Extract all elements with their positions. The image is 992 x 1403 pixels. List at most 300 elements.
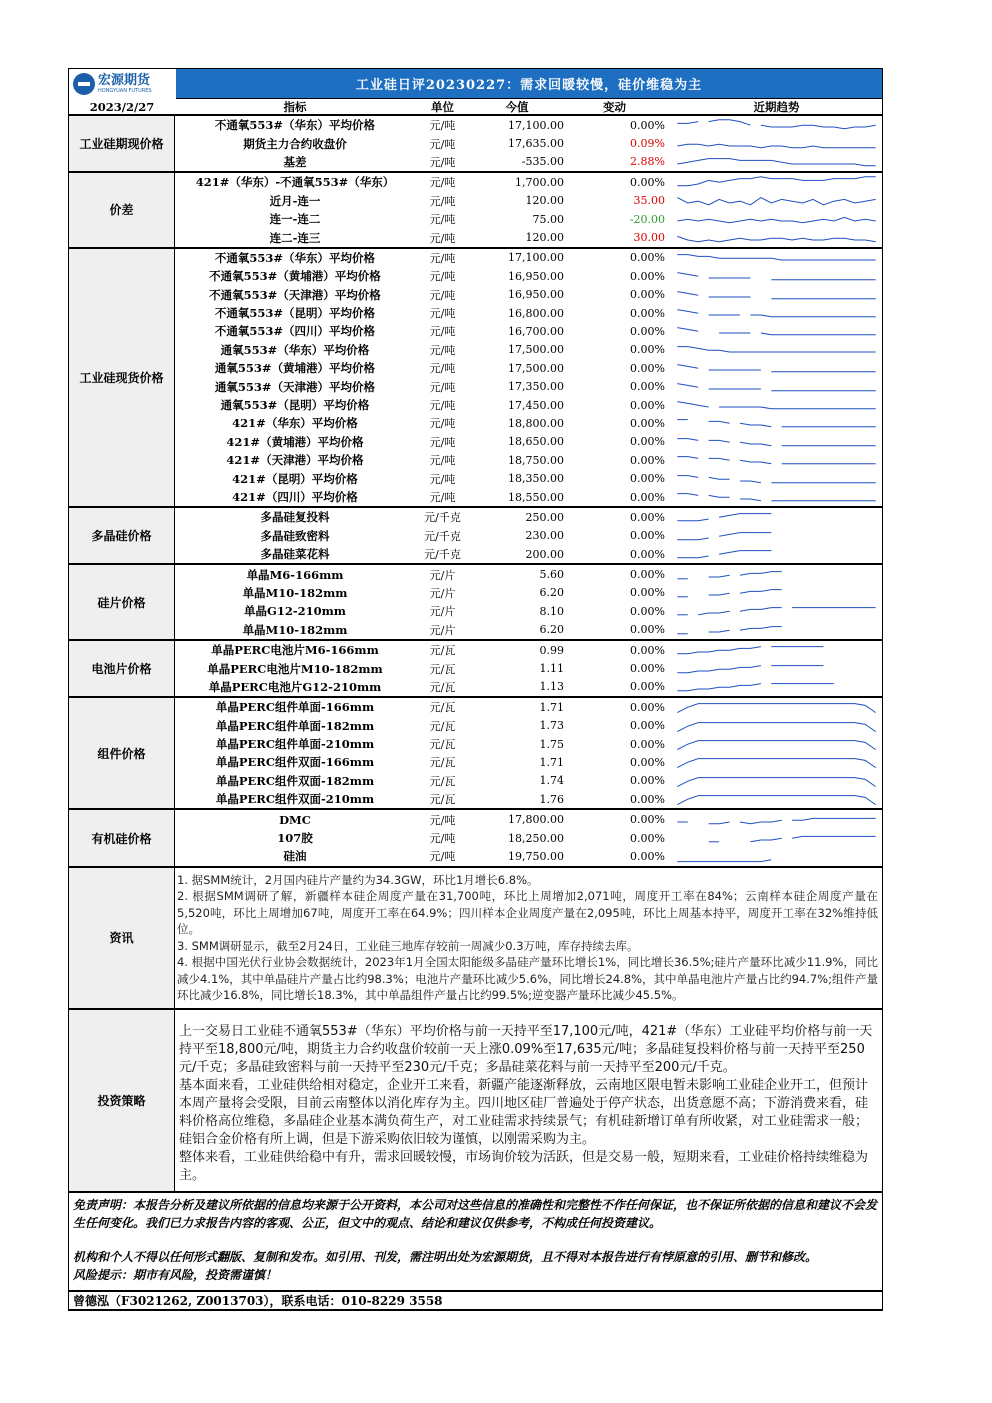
- change-cell: 0.00%: [630, 288, 665, 302]
- table-row: [175, 286, 882, 304]
- strategy-paragraph: 上一交易日工业硅不通氧553#（华东）平均价格与前一天持平至17,100元/吨，421#（华东）工业硅平均价格与前一天持平至18,800元/吨，期货主力合约收盘价较前一天上涨0.09%至17,635元/吨；多晶硅复投料价格与前一天持平至250元/千克；多晶硅致密料与前一天持平至230元/千克；多晶硅菜花料与前一天持平至200元/千克。: [179, 1023, 873, 1075]
- sparkline: [671, 322, 882, 340]
- news-section: [68, 868, 883, 1010]
- indicator-name: 单晶PERC电池片G12-210mm: [208, 679, 382, 694]
- sparkline-chart: [671, 621, 882, 639]
- value-cell: 17,100.00: [508, 118, 564, 132]
- sparkline-chart: [671, 433, 882, 451]
- sparkline-series: [677, 684, 761, 691]
- table-row: [175, 621, 882, 639]
- sparkline-chart: [671, 359, 882, 377]
- unit-cell: 元/吨: [429, 399, 456, 413]
- logo-cn: 宏源期货: [98, 73, 151, 88]
- indicator-name: 不通氧553#（华东）平均价格: [214, 118, 376, 133]
- sparkline: [671, 267, 882, 285]
- value-cell: 0.99: [539, 643, 564, 657]
- sparkline-chart: [671, 566, 882, 584]
- table-row: [175, 488, 882, 506]
- indicator-name: 连一-连二: [269, 212, 321, 227]
- unit-cell: 元/片: [429, 586, 456, 600]
- sparkline: [671, 641, 882, 659]
- indicator-name: 单晶M10-182mm: [242, 622, 348, 637]
- price-section: [68, 116, 883, 173]
- change-cell: 0.00%: [630, 435, 665, 449]
- sparkline-series: [677, 255, 875, 260]
- sparkline: [671, 811, 882, 829]
- sparkline-series: [761, 333, 876, 335]
- table-row: [175, 304, 882, 322]
- section-label: 价差: [69, 173, 175, 247]
- unit-cell: 元/吨: [429, 362, 456, 376]
- section-label: 工业硅期现价格: [69, 116, 175, 171]
- table-row: [175, 451, 882, 469]
- change-cell: 0.00%: [630, 623, 665, 637]
- section-rows: [175, 641, 882, 696]
- sparkline-series: [709, 630, 730, 632]
- value-cell: 1.71: [539, 755, 564, 769]
- value-cell: 18,650.00: [508, 435, 564, 449]
- report-sheet: [68, 68, 883, 1311]
- sparkline: [671, 717, 882, 735]
- value-cell: 1.76: [539, 792, 564, 806]
- table-row: [175, 698, 882, 716]
- table-row: [175, 116, 882, 134]
- change-cell: 0.00%: [630, 568, 665, 582]
- sparkline-series: [709, 575, 730, 577]
- sparkline-series: [792, 818, 876, 820]
- value-cell: 17,800.00: [508, 813, 564, 827]
- section-label: 硅片价格: [69, 565, 175, 639]
- value-cell: 120.00: [525, 194, 564, 208]
- sparkline: [671, 621, 882, 639]
- price-section: [68, 698, 883, 810]
- unit-cell: 元/瓦: [429, 738, 456, 752]
- sparkline-series: [750, 315, 875, 317]
- sparkline-chart: [671, 790, 882, 808]
- sparkline: [671, 753, 882, 771]
- table-row: [175, 810, 882, 828]
- change-cell: 0.00%: [630, 398, 665, 412]
- sparkline-chart: [671, 584, 882, 602]
- sparkline-series: [677, 796, 875, 805]
- value-cell: 17,500.00: [508, 361, 564, 375]
- sparkline: [671, 304, 882, 322]
- change-cell: 0.00%: [630, 269, 665, 283]
- risk-warning: 风险提示：期市有风险，投资需谨慎！: [73, 1267, 278, 1282]
- sparkline-series: [719, 551, 771, 555]
- sparkline-series: [740, 571, 782, 575]
- unit-cell: 元/吨: [429, 251, 456, 265]
- section-label: 工业硅现货价格: [69, 249, 175, 506]
- unit-cell: 元/吨: [429, 380, 456, 394]
- section-rows: [175, 508, 882, 563]
- change-cell: 0.00%: [630, 643, 665, 657]
- value-cell: 16,950.00: [508, 269, 564, 283]
- value-cell: 17,635.00: [508, 137, 564, 151]
- news-item: 4. 根据中国光伏行业协会数据统计，2023年1月全国太阳能级多晶硅产量环比增长1%，同比增长36.5%;硅片产量环比减少11.9%，同比减少4.1%，其中单晶硅片产量占比约98.3%；电池片产量环比减少5.6%，同比增长24.8%，其中单晶电池片产量占比约94.7%;组件产量环比减少16.8%，同比增长18.3%，其中单晶组件产量占比约99.5%;逆变器产量环比减少45.5%。: [177, 955, 878, 1003]
- indicator-name: 多晶硅致密料: [260, 528, 330, 543]
- sparkline-series: [677, 291, 698, 295]
- value-cell: 1.11: [539, 662, 564, 676]
- table-row: [175, 829, 882, 847]
- change-cell: 2.88%: [630, 155, 665, 169]
- value-cell: 1.13: [539, 680, 564, 694]
- indicator-name: 不通氧553#（四川）平均价格: [214, 324, 376, 339]
- unit-cell: 元/瓦: [429, 719, 456, 733]
- sparkline-series: [709, 459, 730, 461]
- sparkline-series: [677, 647, 761, 654]
- table-row: [175, 153, 882, 171]
- sparkline-series: [740, 608, 782, 612]
- table-row: [175, 377, 882, 395]
- price-section: [68, 641, 883, 698]
- price-section: [68, 173, 883, 249]
- sparkline-series: [677, 519, 708, 521]
- sparkline-series: [677, 556, 708, 558]
- sparkline-chart: [671, 414, 882, 432]
- unit-cell: 元/吨: [429, 307, 456, 321]
- sparkline: [671, 359, 882, 377]
- change-cell: 0.00%: [630, 774, 665, 788]
- indicator-name: 107胶: [277, 831, 313, 846]
- change-cell: 0.00%: [630, 472, 665, 486]
- col-indicator: 指标: [283, 99, 307, 114]
- sparkline-chart: [671, 527, 882, 545]
- sparkline: [671, 488, 882, 506]
- change-cell: 0.00%: [630, 324, 665, 338]
- sparkline-chart: [671, 829, 882, 847]
- value-cell: 16,950.00: [508, 288, 564, 302]
- change-cell: 0.00%: [630, 680, 665, 694]
- value-cell: 16,800.00: [508, 306, 564, 320]
- value-cell: 17,450.00: [508, 398, 564, 412]
- strategy-label: 投资策略: [69, 1010, 175, 1191]
- change-cell: 0.00%: [630, 416, 665, 430]
- table-row: [175, 414, 882, 432]
- sparkline-series: [709, 822, 730, 824]
- unit-cell: 元/吨: [429, 137, 456, 151]
- value-cell: 18,350.00: [508, 472, 564, 486]
- indicator-name: 多晶硅复投料: [260, 510, 330, 525]
- indicator-name: 单晶G12-210mm: [244, 604, 346, 619]
- unit-cell: 元/千克: [424, 511, 461, 525]
- change-cell: 0.00%: [630, 118, 665, 132]
- sparkline-chart: [671, 153, 882, 171]
- sparkline: [671, 249, 882, 267]
- unit-cell: 元/吨: [429, 213, 456, 227]
- unit-cell: 元/吨: [429, 832, 456, 846]
- sparkline-chart: [671, 698, 882, 716]
- indicator-name: 单晶PERC组件单面-182mm: [215, 718, 375, 733]
- copyright-text: 机构和个人不得以任何形式翻版、复制和发布。如引用、刊发，需注明出处为宏源期货，且不得对本报告进行有悖原意的引用、删节和修改。: [73, 1249, 818, 1264]
- sparkline-series: [677, 759, 875, 768]
- section-rows: [175, 565, 882, 639]
- report-header: [68, 68, 883, 98]
- sparkline-series: [719, 407, 876, 409]
- sparkline: [671, 173, 882, 191]
- unit-cell: 元/吨: [429, 155, 456, 169]
- sparkline-chart: [671, 341, 882, 359]
- value-cell: 17,500.00: [508, 343, 564, 357]
- table-row: [175, 545, 882, 563]
- sparkline-series: [709, 593, 730, 595]
- change-cell: 0.00%: [630, 792, 665, 806]
- column-header: [68, 98, 883, 116]
- sparkline-series: [740, 424, 771, 428]
- sparkline-chart: [671, 772, 882, 790]
- report-title: 工业硅日评20230227：需求回暖较慢，硅价维稳为主: [176, 69, 882, 98]
- sparkline-series: [750, 838, 781, 842]
- sparkline-chart: [671, 229, 882, 247]
- value-cell: 1.75: [539, 737, 564, 751]
- unit-cell: 元/片: [429, 568, 456, 582]
- table-row: [175, 433, 882, 451]
- sparkline: [671, 545, 882, 563]
- col-trend: 近期趋势: [753, 99, 800, 114]
- logo-text: [98, 74, 152, 94]
- sparkline-series: [677, 328, 698, 332]
- sparkline-chart: [671, 660, 882, 678]
- sparkline-series: [677, 122, 698, 124]
- sparkline-series: [740, 460, 771, 464]
- change-cell: 0.00%: [630, 251, 665, 265]
- sparkline-series: [677, 704, 875, 713]
- indicator-name: 多晶硅菜花料: [260, 547, 330, 562]
- logo-mark-icon: [73, 73, 95, 95]
- sparkline: [671, 735, 882, 753]
- sparkline-chart: [671, 602, 882, 620]
- price-section: [68, 565, 883, 641]
- value-cell: 19,750.00: [508, 849, 564, 863]
- change-cell: 0.00%: [630, 490, 665, 504]
- unit-cell: 元/吨: [429, 176, 456, 190]
- strategy-body: [175, 1010, 882, 1191]
- indicator-name: 421#（四川）平均价格: [232, 490, 358, 504]
- indicator-name: 421#（华东）平均价格: [232, 416, 358, 431]
- sparkline-series: [677, 310, 698, 314]
- value-cell: 1,700.00: [515, 175, 564, 189]
- change-cell: 0.00%: [630, 361, 665, 375]
- sparkline-series: [677, 159, 875, 166]
- table-row: [175, 322, 882, 340]
- sparkline-series: [677, 475, 698, 477]
- value-cell: 18,750.00: [508, 453, 564, 467]
- table-row: [175, 210, 882, 228]
- sparkline-chart: [671, 451, 882, 469]
- sparkline-series: [709, 477, 730, 479]
- change-cell: 0.00%: [630, 831, 665, 845]
- indicator-name: 421#（黄埔港）平均价格: [226, 434, 364, 449]
- sparkline: [671, 433, 882, 451]
- sparkline-chart: [671, 735, 882, 753]
- value-cell: 18,250.00: [508, 831, 564, 845]
- value-cell: 230.00: [525, 529, 564, 543]
- value-cell: 16,700.00: [508, 324, 564, 338]
- table-row: [175, 359, 882, 377]
- sparkline: [671, 414, 882, 432]
- sparkline: [671, 286, 882, 304]
- sparkline: [671, 210, 882, 228]
- section-label: 多晶硅价格: [69, 508, 175, 563]
- value-cell: 6.20: [539, 586, 564, 600]
- sparkline-series: [677, 777, 875, 786]
- sparkline: [671, 153, 882, 171]
- sparkline: [671, 508, 882, 526]
- sparkline-series: [677, 144, 875, 148]
- sparkline: [671, 378, 882, 396]
- value-cell: 1.74: [539, 774, 564, 788]
- sparkline: [671, 229, 882, 247]
- table-row: [175, 641, 882, 659]
- indicator-name: 单晶PERC组件双面-210mm: [215, 792, 375, 807]
- sparkline-series: [677, 383, 698, 387]
- indicator-name: 421#（华东）-不通氧553#（华东）: [195, 175, 395, 190]
- change-cell: 0.09%: [630, 137, 665, 151]
- sparkline-series: [709, 495, 730, 497]
- unit-cell: 元/吨: [429, 288, 456, 302]
- sparkline-series: [677, 665, 761, 672]
- change-cell: 0.00%: [630, 813, 665, 827]
- sparkline: [671, 602, 882, 620]
- sparkline-series: [677, 236, 875, 241]
- unit-cell: 元/瓦: [429, 793, 456, 807]
- sparkline-series: [677, 218, 875, 223]
- disclaimer-text: 免责声明：本报告分析及建议所依据的信息均来源于公开资料，本公司对这些信息的准确性和完整性不作任何保证，也不保证所依据的信息和建议不会发生任何变化。我们已力求报告内容的客观、公正，但文中的观点、结论和建议仅供参考，不构成任何投资建议。: [73, 1197, 878, 1230]
- sparkline: [671, 135, 882, 153]
- unit-cell: 元/片: [429, 623, 456, 637]
- value-cell: 250.00: [525, 510, 564, 524]
- sparkline-chart: [671, 508, 882, 526]
- unit-cell: 元/瓦: [429, 774, 456, 788]
- unit-cell: 元/吨: [429, 472, 456, 486]
- indicator-name: 不通氧553#（黄埔港）平均价格: [209, 269, 381, 284]
- sparkline: [671, 116, 882, 134]
- value-cell: 75.00: [532, 212, 564, 226]
- sparkline-series: [677, 402, 708, 407]
- sparkline-chart: [671, 116, 882, 134]
- change-cell: 0.00%: [630, 510, 665, 524]
- unit-cell: 元/瓦: [429, 701, 456, 715]
- unit-cell: 元/吨: [429, 435, 456, 449]
- indicator-name: 单晶M6-166mm: [246, 567, 344, 582]
- change-cell: 0.00%: [630, 662, 665, 676]
- table-row: [175, 584, 882, 602]
- sparkline-series: [677, 438, 698, 440]
- table-row: [175, 267, 882, 285]
- table-row: [175, 678, 882, 696]
- news-item: 1. 据SMM统计，2月国内硅片产量约为34.3GW，环比1月增长6.8%。: [177, 872, 539, 887]
- change-cell: 0.00%: [630, 755, 665, 769]
- price-section: [68, 810, 883, 867]
- indicator-name: 单晶PERC组件双面-166mm: [215, 755, 375, 770]
- value-cell: 1.73: [539, 719, 564, 733]
- table-row: [175, 659, 882, 677]
- change-cell: 0.00%: [630, 604, 665, 618]
- indicator-name: 硅油: [283, 849, 307, 864]
- sparkline-chart: [671, 847, 882, 865]
- sparkline-chart: [671, 717, 882, 735]
- col-date: 2023/2/27: [89, 99, 155, 114]
- change-cell: 0.00%: [630, 700, 665, 714]
- unit-cell: 元/瓦: [429, 756, 456, 770]
- indicator-name: 单晶PERC组件单面-210mm: [215, 737, 375, 752]
- sparkline-series: [740, 590, 782, 594]
- indicator-name: 单晶PERC组件单面-166mm: [215, 700, 375, 715]
- sparkline-chart: [671, 286, 882, 304]
- news-label: 资讯: [69, 868, 175, 1008]
- table-row: [175, 790, 882, 808]
- sparkline: [671, 527, 882, 545]
- section-label: 电池片价格: [69, 641, 175, 696]
- indicator-name: 单晶PERC电池片M6-166mm: [211, 643, 379, 658]
- change-cell: -20.00: [629, 212, 665, 226]
- change-cell: 0.00%: [630, 529, 665, 543]
- indicator-name: 421#（昆明）平均价格: [232, 471, 358, 486]
- table-row: [175, 249, 882, 267]
- sparkline-series: [740, 499, 761, 501]
- table-row: [175, 717, 882, 735]
- unit-cell: 元/片: [429, 605, 456, 619]
- strategy-paragraph: 整体来看，工业硅供给稳中有升，需求回暖较慢，市场询价较为活跃，但是交易一般，短期来看，工业硅价格持续维稳为主。: [179, 1149, 869, 1183]
- sparkline: [671, 847, 882, 865]
- change-cell: 0.00%: [630, 586, 665, 600]
- unit-cell: 元/吨: [429, 850, 456, 864]
- sparkline-chart: [671, 322, 882, 340]
- unit-cell: 元/千克: [424, 548, 461, 562]
- value-cell: 120.00: [525, 231, 564, 245]
- table-row: [175, 192, 882, 210]
- indicator-name: 近月-连一: [269, 193, 321, 208]
- section-label: 有机硅价格: [69, 810, 175, 865]
- table-row: [175, 134, 882, 152]
- unit-cell: 元/吨: [429, 119, 456, 133]
- indicator-name: 通氧553#（天津港）平均价格: [214, 379, 376, 394]
- sparkline-chart: [671, 267, 882, 285]
- section-rows: [175, 698, 882, 808]
- table-row: [175, 735, 882, 753]
- sparkline-series: [719, 514, 771, 518]
- unit-cell: 元/千克: [424, 529, 461, 543]
- table-row: [175, 173, 882, 191]
- sparkline-series: [740, 626, 782, 630]
- strategy-section: [68, 1010, 883, 1193]
- indicator-name: DMC: [279, 812, 311, 827]
- value-cell: 1.71: [539, 700, 564, 714]
- value-cell: 17,350.00: [508, 380, 564, 394]
- sparkline-series: [792, 836, 876, 838]
- indicator-name: 单晶PERC组件双面-182mm: [215, 773, 375, 788]
- sparkline: [671, 698, 882, 716]
- table-row: [175, 469, 882, 487]
- table-row: [175, 772, 882, 790]
- change-cell: 0.00%: [630, 343, 665, 357]
- indicator-name: 通氧553#（华东）平均价格: [220, 342, 370, 357]
- sparkline: [671, 341, 882, 359]
- change-cell: 0.00%: [630, 175, 665, 189]
- sparkline-series: [677, 494, 698, 496]
- sparkline-series: [677, 177, 875, 186]
- analyst-contact: 曾德泓（F3021262, Z0013703），联系电话：010-8229 3558: [68, 1292, 883, 1311]
- indicator-name: 不通氧553#（昆明）平均价格: [214, 306, 376, 321]
- sparkline: [671, 678, 882, 696]
- indicator-name: 不通氧553#（天津港）平均价格: [209, 287, 381, 302]
- change-cell: 0.00%: [630, 737, 665, 751]
- disclaimer: [68, 1193, 883, 1292]
- table-row: [175, 847, 882, 865]
- indicator-name: 通氧553#（昆明）平均价格: [220, 398, 370, 413]
- sparkline-chart: [671, 378, 882, 396]
- indicator-name: 基差: [283, 154, 307, 169]
